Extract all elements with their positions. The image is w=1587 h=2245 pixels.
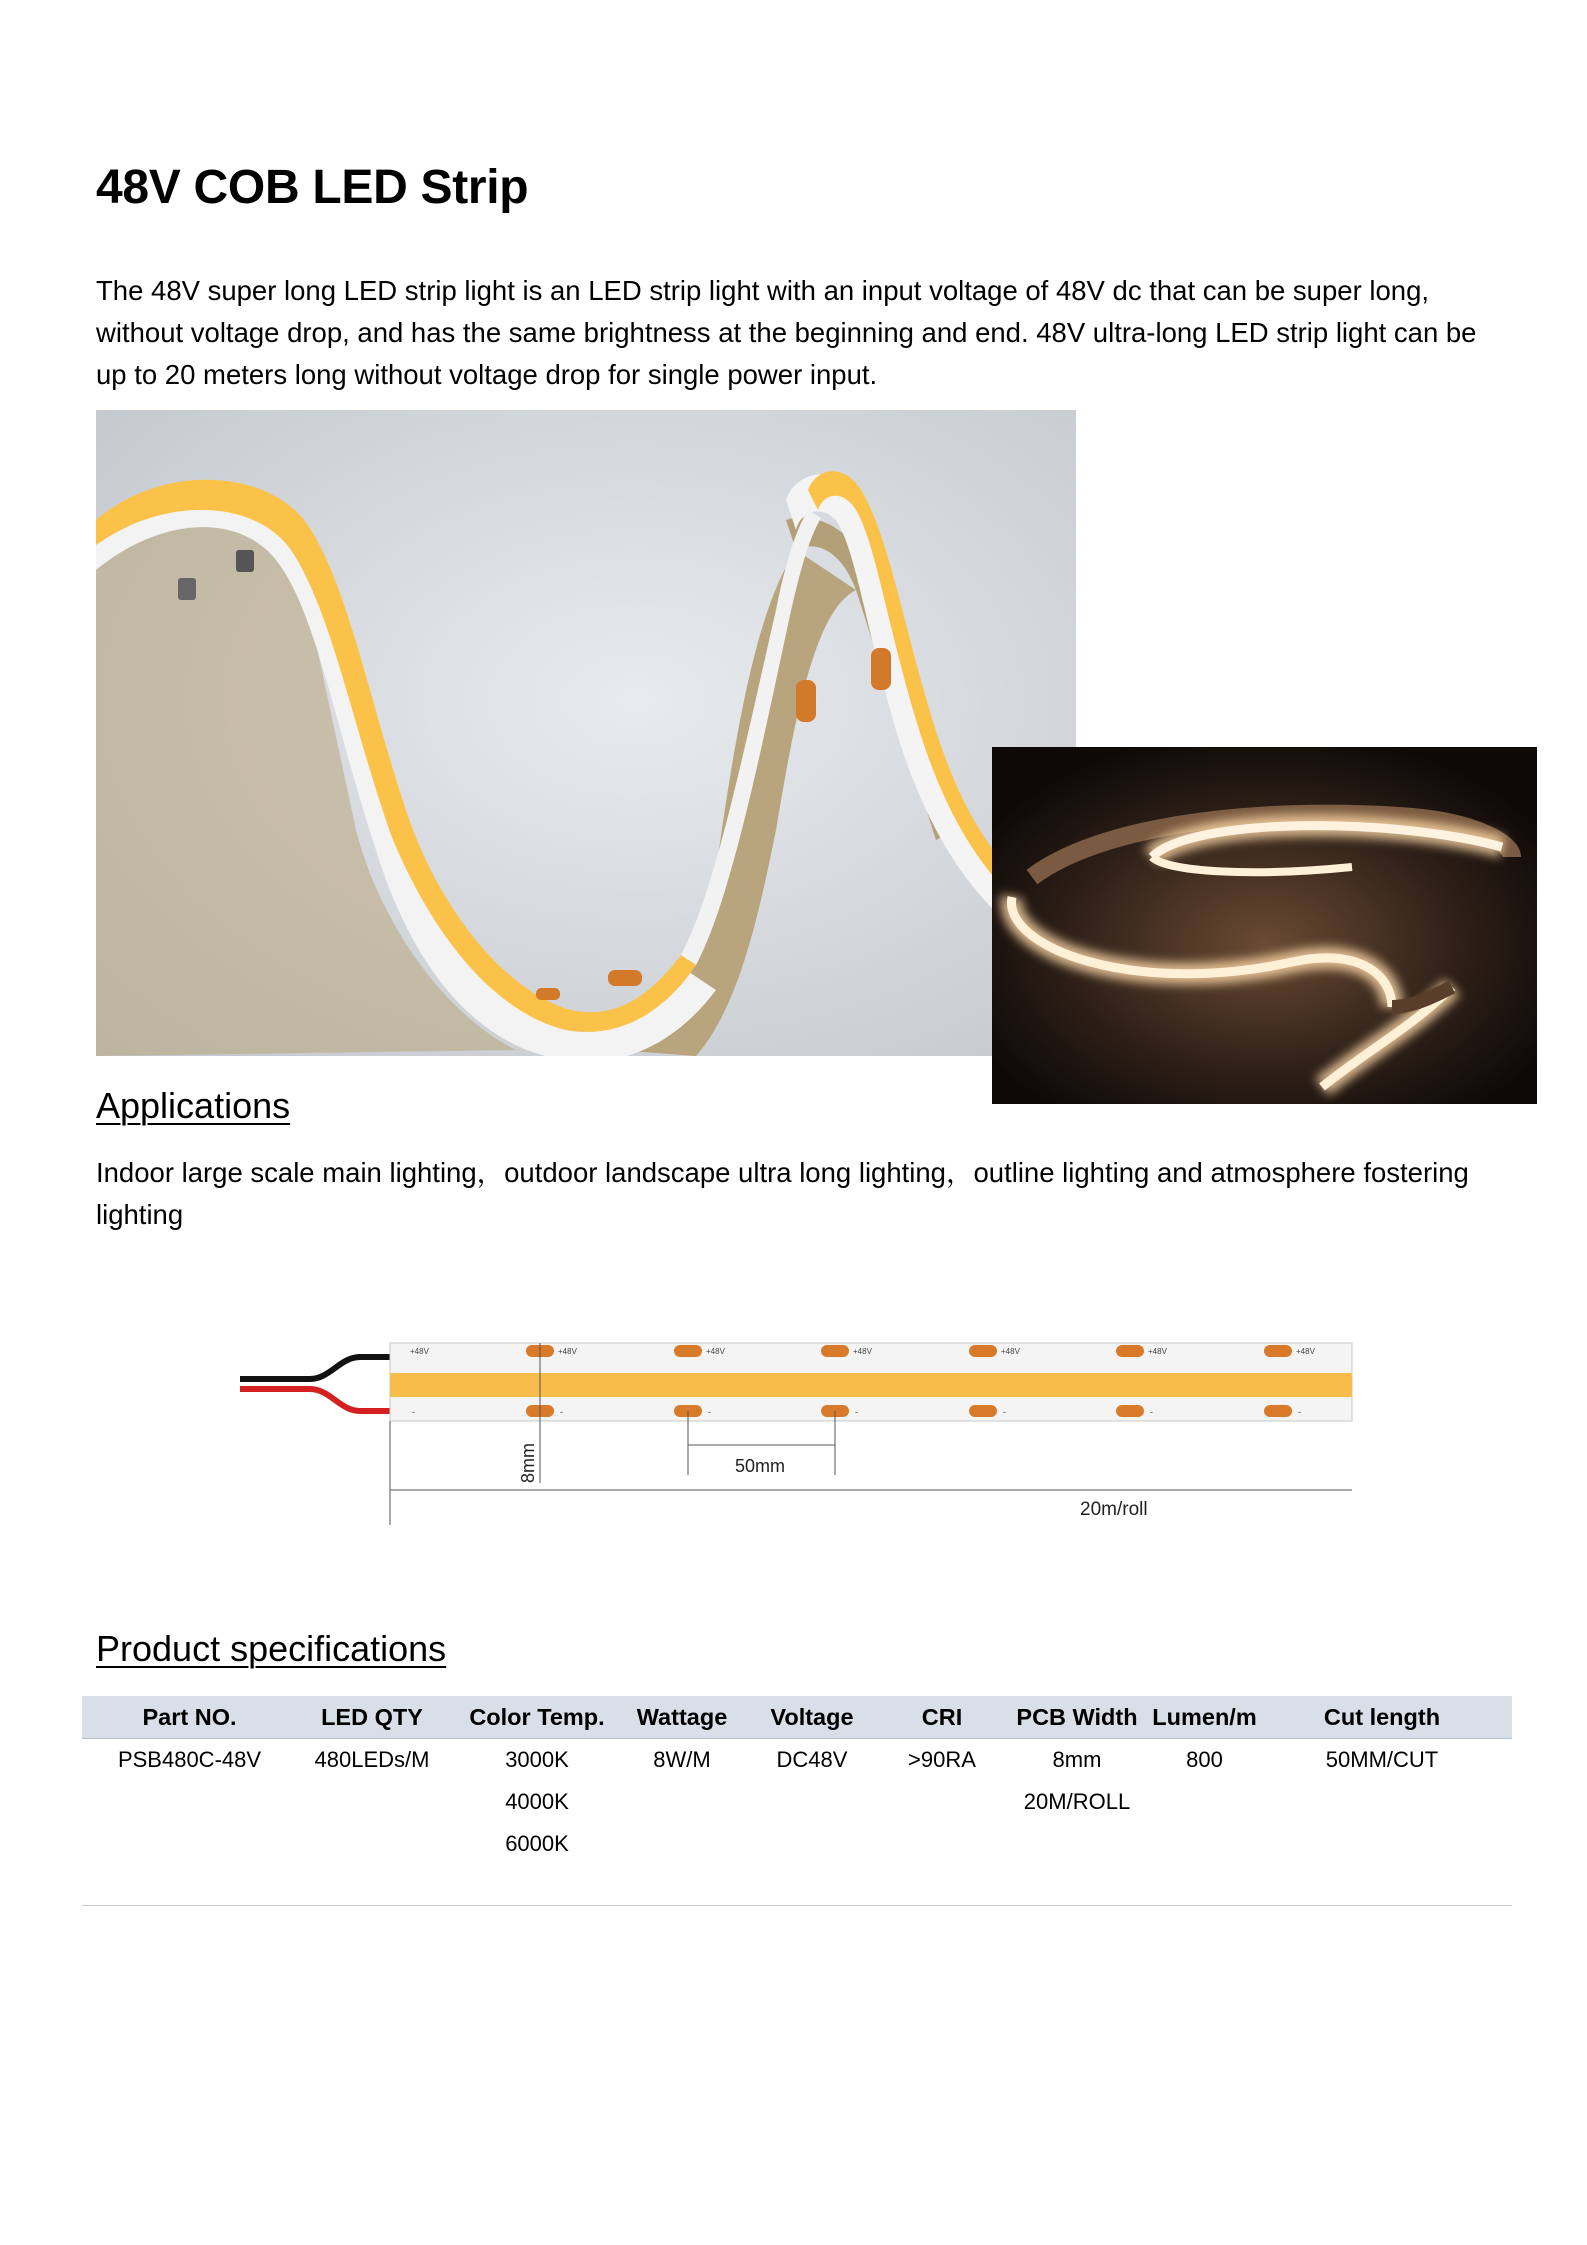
header-wattage: Wattage (636, 1704, 728, 1730)
plus-polarity-label: +48V (706, 1347, 725, 1356)
applications-text (96, 1152, 1516, 1236)
table-row (82, 1739, 1512, 1781)
intro-paragraph (96, 270, 1495, 396)
minus-polarity-label: - (1150, 1407, 1153, 1417)
minus-polarity-label: - (560, 1407, 563, 1417)
header-lumen: Lumen/m (1152, 1704, 1257, 1730)
cell-color-temp: 6000K (505, 1831, 569, 1856)
strip-dimension-diagram (230, 1335, 1360, 1535)
header-cut-length: Cut length (1323, 1704, 1441, 1730)
header-pcb-width: PCB Width (1016, 1704, 1138, 1730)
header-cri: CRI (921, 1704, 963, 1730)
minus-polarity-label: - (855, 1407, 858, 1417)
pitch-label: 50mm (735, 1456, 786, 1476)
page-title: 48V COB LED Strip (96, 161, 529, 214)
cell-part-no: PSB480C-48V (117, 1747, 262, 1772)
solder-pad (1264, 1405, 1292, 1417)
table-header-row (82, 1696, 1512, 1739)
minus-polarity-label: - (1003, 1407, 1006, 1417)
cell-color-temp: 3000K (505, 1747, 569, 1772)
cob-led-band (390, 1373, 1352, 1397)
header-color-temp: Color Temp. (469, 1704, 605, 1730)
table-row (82, 1823, 1512, 1865)
minus-polarity-label: - (708, 1407, 711, 1417)
minus-polarity-label: - (1298, 1407, 1301, 1417)
intro-line: without voltage drop, and has the same brightness at the beginning and end. 48V ultra-long LED strip light can be (96, 317, 1477, 348)
cell-wattage: 8W/M (653, 1747, 711, 1772)
plus-polarity-label: +48V (410, 1347, 429, 1356)
solder-pad (674, 1345, 702, 1357)
roll-label: 20m/roll (1080, 1499, 1148, 1520)
header-part-no: Part NO. (142, 1704, 237, 1730)
solder-pad (1264, 1345, 1292, 1357)
header-led-qty: LED QTY (321, 1704, 423, 1730)
table-bottom-rule (82, 1905, 1512, 1906)
applications-heading: Applications (96, 1085, 291, 1126)
cell-voltage: DC48V (776, 1747, 848, 1772)
cell-color-temp: 4000K (505, 1789, 569, 1814)
cell-lumen: 800 (1186, 1747, 1223, 1772)
specifications-table (82, 1696, 1512, 1865)
solder-pad (969, 1345, 997, 1357)
specifications-heading: Product specifications (96, 1628, 447, 1669)
width-label: 8mm (518, 1443, 538, 1483)
cell-cri: >90RA (908, 1747, 976, 1772)
cell-led-qty: 480LEDs/M (314, 1747, 430, 1772)
cell-pcb-width: 8mm (1052, 1747, 1102, 1772)
product-photo-strip (96, 410, 1076, 1056)
applications-line: lighting (96, 1199, 184, 1230)
product-photo-lit-strip (992, 747, 1537, 1104)
plus-polarity-label: +48V (853, 1347, 872, 1356)
applications-line: Indoor large scale main lighting，outdoor landscape ultra long lighting，outline lighting and atmosphere fostering (96, 1157, 1469, 1188)
header-voltage: Voltage (770, 1704, 854, 1730)
cell-cut-length: 50MM/CUT (1325, 1747, 1439, 1772)
solder-pad (969, 1405, 997, 1417)
red-wire (240, 1389, 390, 1411)
plus-polarity-label: +48V (1148, 1347, 1167, 1356)
solder-pad (1116, 1345, 1144, 1357)
solder-pad (1116, 1405, 1144, 1417)
table-row (82, 1781, 1512, 1823)
minus-polarity-label: - (412, 1407, 415, 1417)
plus-polarity-label: +48V (1001, 1347, 1020, 1356)
black-wire (240, 1357, 390, 1379)
intro-line: up to 20 meters long without voltage drop for single power input. (96, 359, 878, 390)
plus-polarity-label: +48V (558, 1347, 577, 1356)
cell-pcb-width: 20M/ROLL (1023, 1789, 1131, 1814)
plus-polarity-label: +48V (1296, 1347, 1315, 1356)
solder-pad (821, 1345, 849, 1357)
intro-line: The 48V super long LED strip light is an LED strip light with an input voltage of 48V dc that can be super long, (96, 275, 1429, 306)
